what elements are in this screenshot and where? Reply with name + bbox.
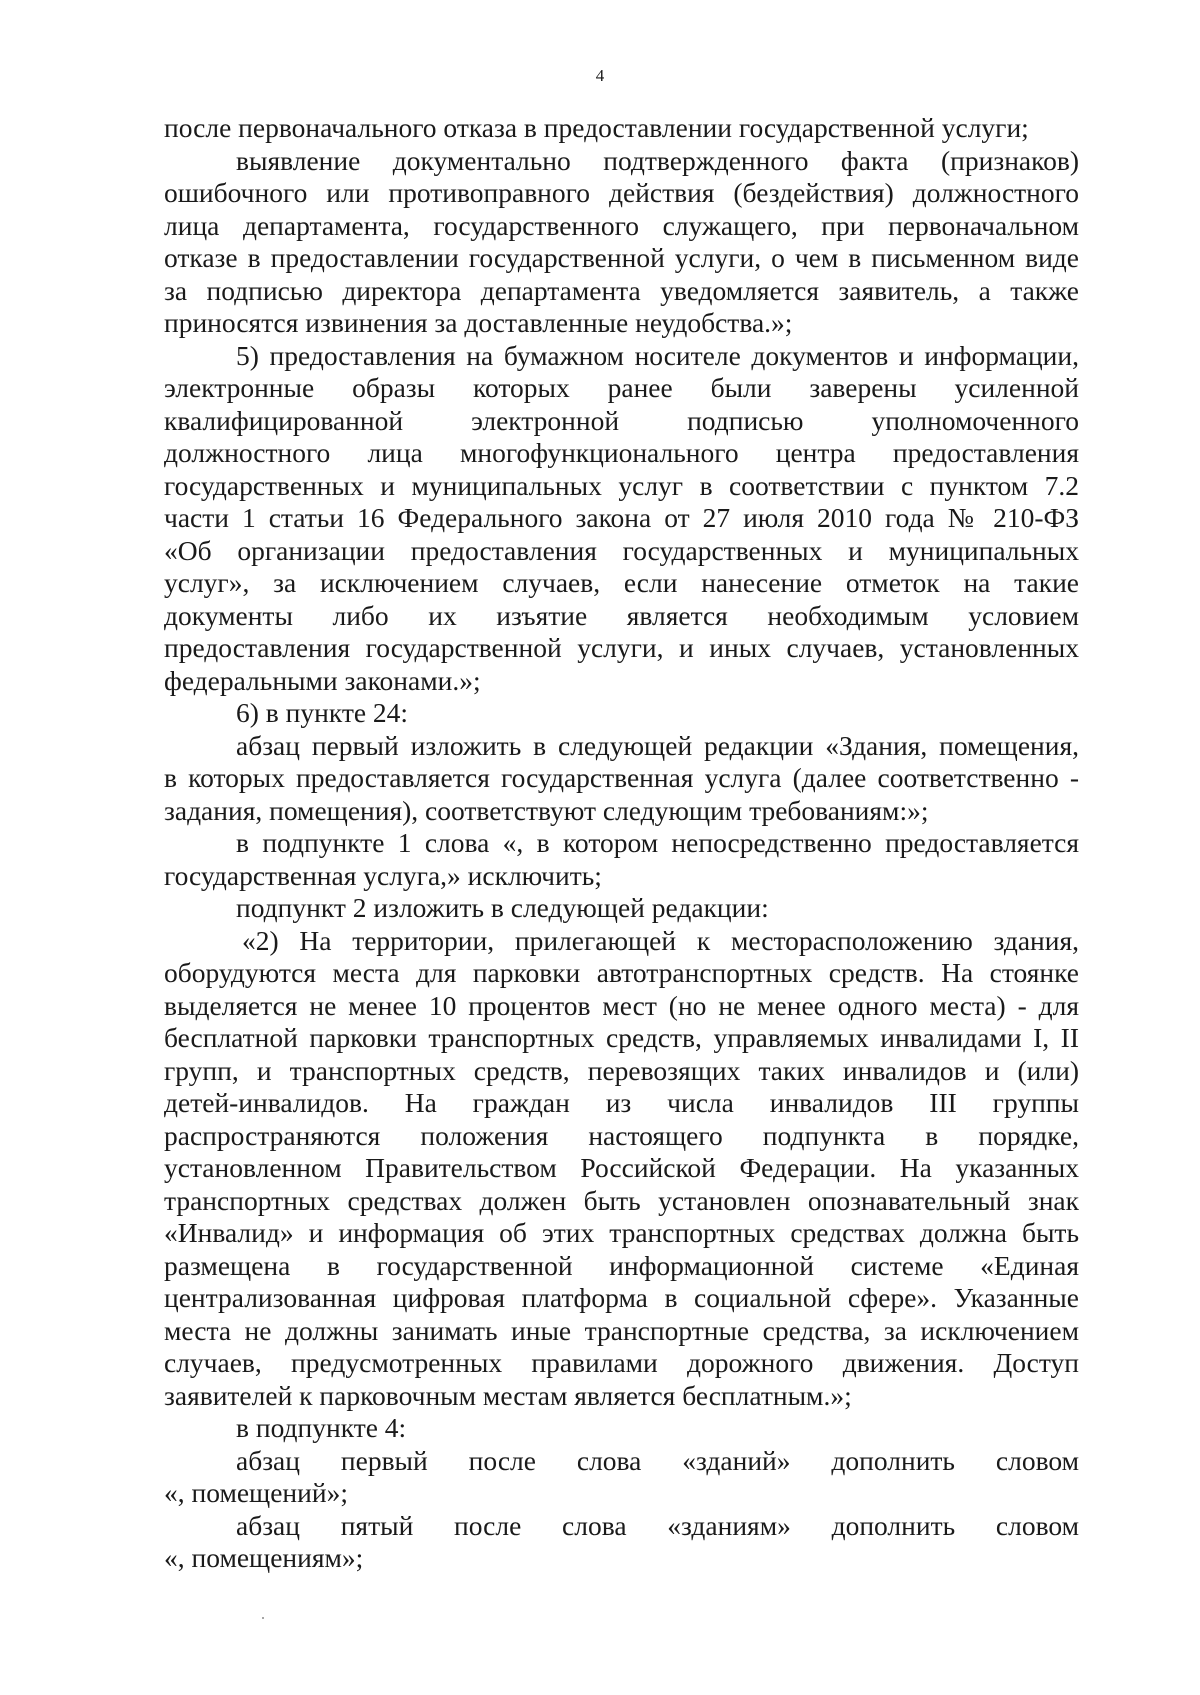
text-line: электронные образы которых ранее были заверены усиленной [164, 372, 1079, 403]
text-line: транспортных средствах должен быть установлен опознавательный знак [164, 1184, 1079, 1216]
text-line: ошибочного или противоправного действия (бездействия) должностного [164, 177, 1079, 208]
text-line: приносятся извинения за доставленные неудобства.»; [164, 307, 793, 338]
text-line: заявителей к парковочным местам является бесплатным.»; [164, 1379, 852, 1411]
text-line: детей-инвалидов. На граждан из числа инвалидов III группы [164, 1087, 1079, 1118]
text-line: федеральными законами.»; [164, 664, 481, 696]
text-line: за подписью директора департамента уведомляется заявитель, а также [164, 274, 1079, 306]
text-line: случаев, предусмотренных правилами дорожного движения. Доступ [164, 1347, 1079, 1378]
text-line: квалифицированной электронной подписью уполномоченного [164, 404, 1079, 436]
text-line: 5) предоставления на бумажном носителе документов и информации, [236, 339, 1079, 371]
text-line: должностного лица многофункционального центра предоставления [164, 437, 1079, 468]
text-line: установленном Правительством Российской Федерации. На указанных [164, 1152, 1079, 1183]
text-line: отказе в предоставлении государственной услуги, о чем в письменном виде [164, 242, 1079, 273]
text-line: абзац пятый после слова «зданиям» дополнить словом [236, 1509, 1079, 1541]
page-number: 4 [595, 66, 605, 85]
scan-speck [262, 1617, 264, 1619]
text-line: «, помещений»; [164, 1477, 348, 1508]
text-line: подпункт 2 изложить в следующей редакции: [236, 892, 769, 923]
text-line: услуг», за исключением случаев, если нанесение отметок на такие [164, 567, 1079, 598]
text-line: в которых предоставляется государственная услуга (далее соответственно - [164, 762, 1079, 793]
text-line: бесплатной парковки транспортных средств, управляемых инвалидами I, II [164, 1022, 1079, 1053]
text-line: лица департамента, государственного служащего, при первоначальном [164, 209, 1079, 241]
text-line: абзац первый изложить в следующей редакции «Здания, помещения, [236, 729, 1079, 761]
text-line: «, помещениям»; [164, 1542, 364, 1573]
text-line: в подпункте 1 слова «, в котором непосредственно предоставляется [236, 827, 1079, 858]
text-line: выделяется не менее 10 процентов мест (но не менее одного места) - для [164, 989, 1079, 1021]
text-line: централизованная цифровая платформа в социальной сфере». Указанные [164, 1282, 1079, 1313]
text-line: «2) На территории, прилегающей к месторасположению здания, [242, 924, 1079, 956]
text-line: распространяются положения настоящего подпункта в порядке, [164, 1119, 1079, 1151]
text-line: места не должны занимать иные транспортные средства, за исключением [164, 1314, 1079, 1346]
text-line: «Об организации предоставления государственных и муниципальных [164, 534, 1079, 566]
text-line: в подпункте 4: [236, 1412, 407, 1443]
text-line: части 1 статьи 16 Федерального закона от 27 июля 2010 года № 210-ФЗ [164, 502, 1079, 533]
text-line: документы либо их изъятие является необходимым условием [164, 599, 1079, 631]
text-line: групп, и транспортных средств, перевозящих таких инвалидов и (или) [164, 1054, 1079, 1086]
text-line: абзац первый после слова «зданий» дополнить словом [236, 1444, 1079, 1476]
text-line: государственных и муниципальных услуг в соответствии с пунктом 7.2 [164, 469, 1079, 501]
text-line: 6) в пункте 24: [236, 697, 409, 728]
text-line: после первоначального отказа в предоставлении государственной услуги; [164, 112, 1029, 143]
text-line: «Инвалид» и информация об этих транспортных средствах должна быть [164, 1217, 1079, 1248]
text-line: выявление документально подтвержденного факта (признаков) [236, 144, 1079, 176]
text-line: государственная услуга,» исключить; [164, 859, 602, 891]
document-body [164, 112, 1079, 1575]
text-line: задания, помещения), соответствуют следующим требованиям:»; [164, 794, 929, 826]
text-line: размещена в государственной информационной системе «Единая [164, 1249, 1079, 1281]
text-line: предоставления государственной услуги, и иных случаев, установленных [164, 632, 1079, 663]
text-line: оборудуются места для парковки автотранспортных средств. На стоянке [164, 957, 1079, 988]
